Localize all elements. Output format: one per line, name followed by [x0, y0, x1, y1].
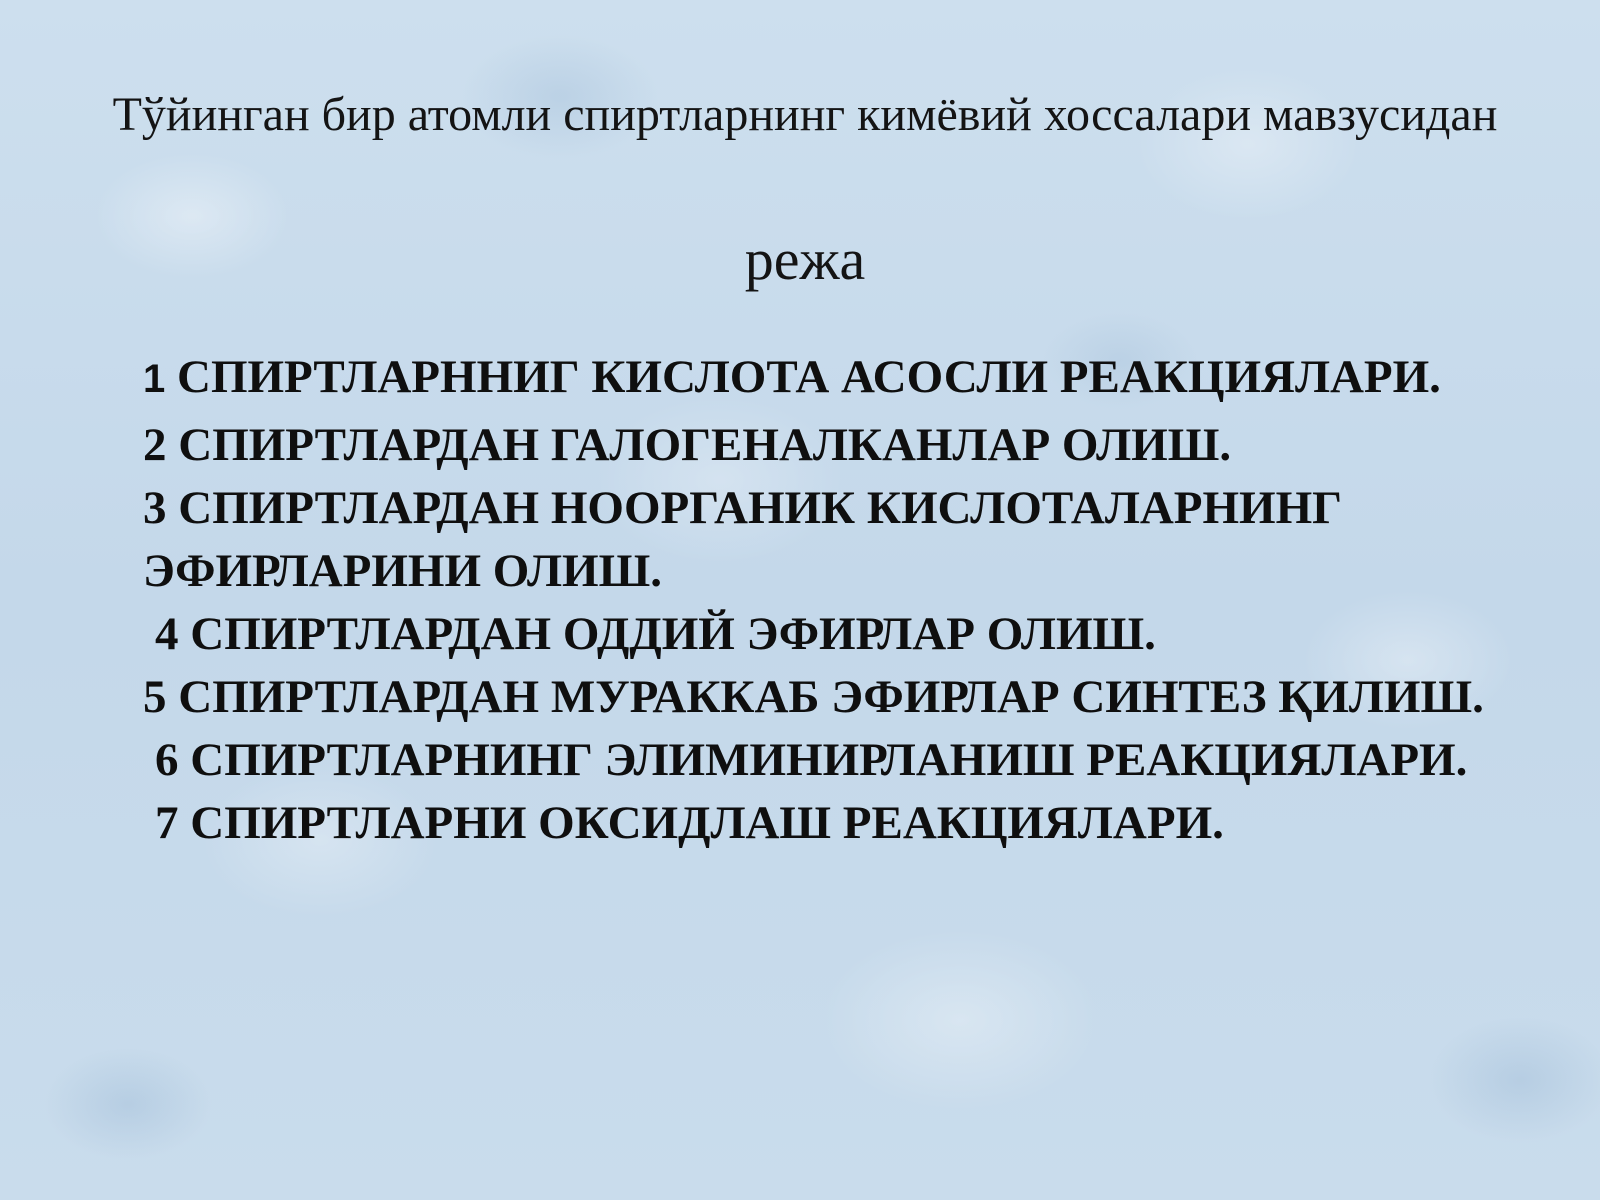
plan-item	[143, 729, 1543, 792]
plan-item	[143, 666, 1543, 729]
plan-item-text: СПИРТЛАРНИНГ ЭЛИМИНИРЛАНИШ РЕАКЦИЯЛАРИ.	[178, 734, 1468, 786]
plan-item	[143, 603, 1543, 666]
slide-title: Тўйинган бир атомли спиртларнинг кимёвий хоссалари мавзусидан	[112, 88, 1498, 141]
plan-item-text: СПИРТЛАРНИ ОКСИДЛАШ РЕАКЦИЯЛАРИ.	[178, 797, 1224, 849]
plan-item-number: 6	[155, 734, 179, 786]
plan-item	[143, 792, 1543, 855]
plan-item-text: СПИРТЛАРДАН НООРГАНИК КИСЛОТАЛАРНИНГ ЭФИРЛАРИНИ ОЛИШ.	[143, 482, 1354, 597]
plan-item-text: СПИРТЛАРДАН ГАЛОГЕНАЛКАНЛАР ОЛИШ.	[166, 419, 1232, 471]
plan-item-text: СПИРТЛАРННИГ КИСЛОТА АСОСЛИ РЕАКЦИЯЛАРИ.	[165, 351, 1441, 403]
plan-item-number: 2	[143, 419, 167, 471]
plan-item-number: 5	[143, 671, 167, 723]
plan-item-text: СПИРТЛАРДАН МУРАККАБ ЭФИРЛАР СИНТЕЗ ҚИЛИШ.	[166, 671, 1484, 723]
plan-list	[143, 342, 1543, 855]
plan-item-number: 1	[143, 357, 166, 401]
plan-item-number: 3	[143, 482, 167, 534]
plan-item-number: 7	[155, 797, 179, 849]
slide-subtitle: режа	[744, 227, 866, 292]
plan-item	[143, 342, 1543, 414]
plan-item	[143, 414, 1543, 477]
plan-item-text: СПИРТЛАРДАН ОДДИЙ ЭФИРЛАР ОЛИШ.	[178, 608, 1156, 660]
plan-item-number: 4	[155, 608, 179, 660]
plan-item	[143, 477, 1543, 603]
